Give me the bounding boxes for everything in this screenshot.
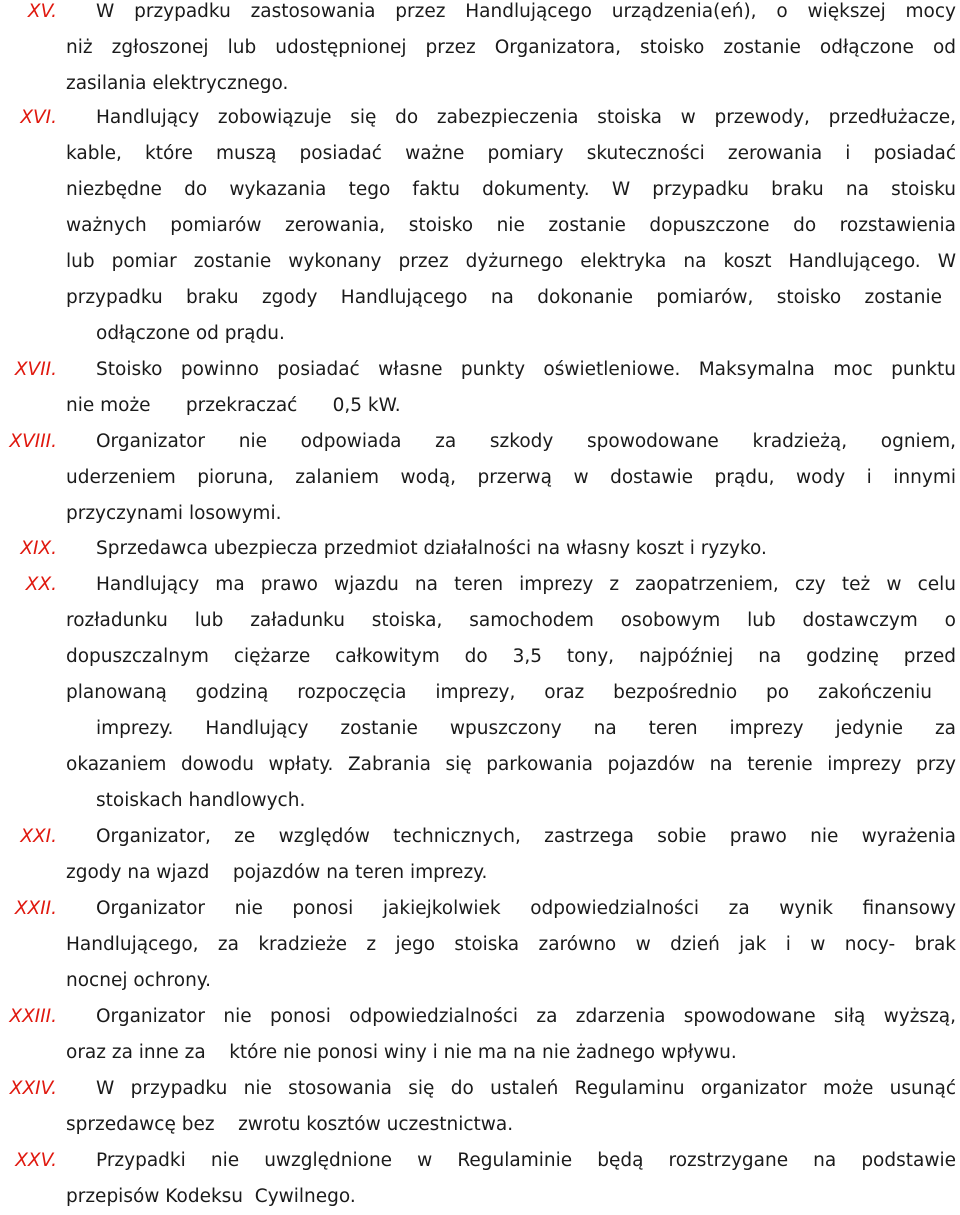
paragraph-line: odłączone od prądu.	[96, 323, 285, 344]
item-number: XXIV.	[9, 1078, 57, 1099]
paragraph-line: zgody na wjazd pojazdów na teren imprezy.	[66, 862, 488, 883]
paragraph-line: niż zgłoszonej lub udostępnionej przez Organizatora, stoisko zostanie odłączone od	[66, 37, 956, 58]
paragraph-line: dopuszczalnym ciężarze całkowitym do 3,5 tony, najpóźniej na godzinę przed	[66, 646, 956, 667]
paragraph-line: Organizator nie ponosi odpowiedzialności za zdarzenia spowodowane siłą wyższą,	[96, 1006, 956, 1027]
paragraph-line: Organizator nie ponosi jakiejkolwiek odpowiedzialności za wynik finansowy	[96, 898, 956, 919]
paragraph-line: przyczynami losowymi.	[66, 503, 282, 524]
paragraph-line: Organizator, ze względów technicznych, zastrzega sobie prawo nie wyrażenia	[96, 826, 956, 847]
paragraph-line: W przypadku nie stosowania się do ustaleń Regulaminu organizator może usunąć	[96, 1078, 956, 1099]
item-number: XXV.	[15, 1150, 57, 1171]
paragraph-line: okazaniem dowodu wpłaty. Zabrania się parkowania pojazdów na terenie imprezy przy	[66, 754, 956, 775]
paragraph-line: Organizator nie odpowiada za szkody spowodowane kradzieżą, ogniem,	[96, 431, 956, 452]
paragraph-line: oraz za inne za które nie ponosi winy i nie ma na nie żadnego wpływu.	[66, 1042, 737, 1063]
paragraph-line: ważnych pomiarów zerowania, stoisko nie zostanie dopuszczone do rozstawienia	[66, 215, 956, 236]
paragraph-line: Handlujący zobowiązuje się do zabezpieczenia stoiska w przewody, przedłużacze,	[96, 107, 956, 128]
paragraph-line: sprzedawcę bez zwrotu kosztów uczestnictwa.	[66, 1114, 514, 1135]
paragraph-line: zasilania elektrycznego.	[66, 73, 289, 94]
paragraph-line: planowaną godziną rozpoczęcia imprezy, oraz bezpośrednio po zakończeniu	[66, 682, 932, 703]
paragraph-line: Stoisko powinno posiadać własne punkty oświetleniowe. Maksymalna moc punktu	[96, 359, 956, 380]
paragraph-line: Przypadki nie uwzględnione w Regulaminie będą rozstrzygane na podstawie	[96, 1150, 956, 1171]
paragraph-line: Handlującego, za kradzieże z jego stoiska zarówno w dzień jak i w nocy- brak	[66, 934, 956, 955]
item-number: XXIII.	[9, 1006, 57, 1027]
paragraph-line: W przypadku zastosowania przez Handlującego urządzenia(eń), o większej mocy	[96, 1, 956, 22]
paragraph-line: przypadku braku zgody Handlującego na dokonanie pomiarów, stoisko zostanie	[66, 287, 942, 308]
paragraph-line: kable, które muszą posiadać ważne pomiary skuteczności zerowania i posiadać	[66, 143, 956, 164]
item-number: XXII.	[14, 898, 57, 919]
paragraph-line: stoiskach handlowych.	[96, 790, 306, 811]
paragraph-line: nie może przekraczać 0,5 kW.	[66, 395, 401, 416]
paragraph-line: uderzeniem pioruna, zalaniem wodą, przerwą w dostawie prądu, wody i innymi	[66, 467, 956, 488]
paragraph-line: imprezy. Handlujący zostanie wpuszczony na teren imprezy jedynie za	[96, 718, 956, 739]
paragraph-line: nocnej ochrony.	[66, 970, 211, 991]
paragraph-line: rozładunku lub załadunku stoiska, samochodem osobowym lub dostawczym o	[66, 610, 956, 631]
item-number: XVII.	[14, 359, 57, 380]
item-number: XVI.	[20, 107, 57, 128]
paragraph-line: niezbędne do wykazania tego faktu dokumenty. W przypadku braku na stoisku	[66, 179, 956, 200]
paragraph-line: lub pomiar zostanie wykonany przez dyżurnego elektryka na koszt Handlującego. W	[66, 251, 956, 272]
item-number: XXI.	[20, 826, 57, 847]
paragraph-line: przepisów Kodeksu Cywilnego.	[66, 1186, 356, 1207]
item-number: XV.	[27, 1, 57, 22]
paragraph-line: Sprzedawca ubezpiecza przedmiot działalności na własny koszt i ryzyko.	[96, 538, 767, 559]
paragraph-line: Handlujący ma prawo wjazdu na teren imprezy z zaopatrzeniem, czy też w celu	[96, 574, 956, 595]
item-number: XIX.	[20, 538, 57, 559]
item-number: XX.	[25, 574, 57, 595]
item-number: XVIII.	[9, 431, 57, 452]
